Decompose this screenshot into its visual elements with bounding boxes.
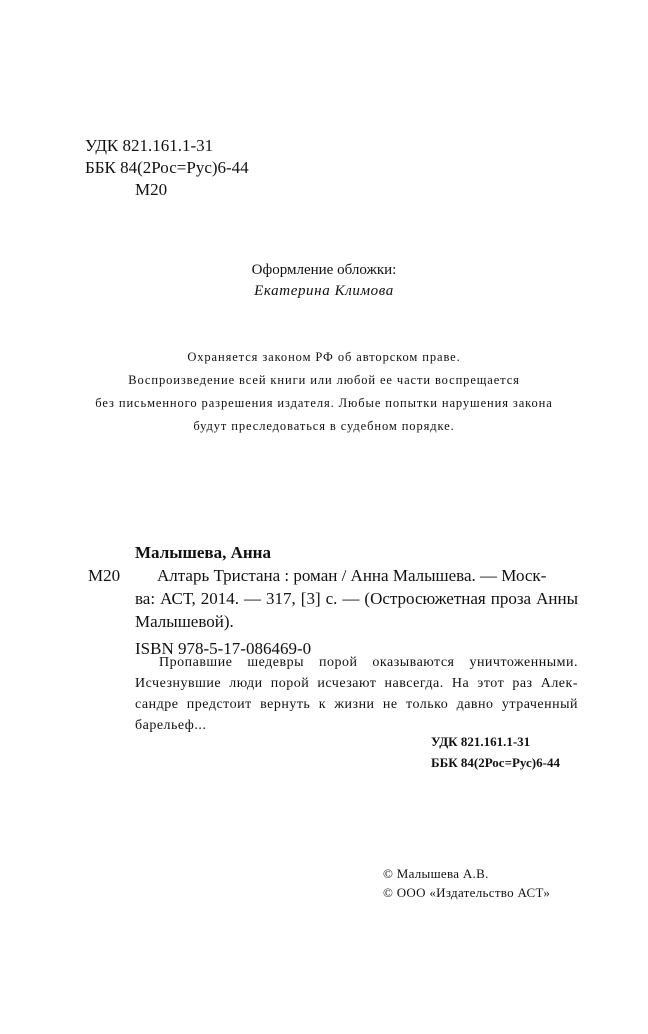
legal-line: без письменного разрешения издателя. Любые попытки нарушения закона xyxy=(95,396,553,410)
udk-code: УДК 821.161.1-31 xyxy=(85,136,214,155)
cover-designer: Екатерина Климова xyxy=(254,283,394,299)
author-heading: Малышева, Анна xyxy=(135,543,271,562)
author-mark: М20 xyxy=(135,180,168,199)
description-line-1: Алтарь Тристана : роман / Анна Малышева. — Моск- xyxy=(157,566,547,585)
copyright-author: © Малышева А.В. xyxy=(383,866,489,881)
cover-credits xyxy=(0,260,648,302)
bib-author-mark: М20 xyxy=(88,566,121,585)
description-rest: ва: АСТ, 2014. — 317, [3] с. — (Остросюжетная проза Анны Малышевой). xyxy=(135,589,578,631)
annotation-classification xyxy=(431,731,560,773)
bbk-code: ББК 84(2Рос=Рус)6-44 xyxy=(85,158,249,177)
copyright-publisher: © ООО «Издательство АСТ» xyxy=(383,885,551,900)
classification-block xyxy=(85,135,249,201)
annotation-text: Пропавшие шедевры порой оказываются уничтоженными. Исчезнувшие люди порой исчезают навсегда. На этот раз Алек-сандре предстоит вернуть к жизни не только давно утраченный барельеф... xyxy=(135,655,578,733)
bibliographic-record xyxy=(88,541,578,660)
legal-notice xyxy=(0,346,648,438)
annotation-bbk: ББК 84(2Рос=Рус)6-44 xyxy=(431,755,560,770)
copyright-block xyxy=(383,864,550,902)
isbn: ISBN 978-5-17-086469-0 xyxy=(135,639,312,658)
cover-label: Оформление обложки: xyxy=(251,262,397,278)
legal-line: Воспроизведение всей книги или любой ее части воспрещается xyxy=(128,373,520,387)
legal-line: будут преследоваться в судебном порядке. xyxy=(193,419,455,433)
annotation xyxy=(135,652,578,736)
bib-description xyxy=(135,564,578,633)
annotation-udk: УДК 821.161.1-31 xyxy=(431,734,531,749)
legal-line: Охраняется законом РФ об авторском праве. xyxy=(187,350,461,364)
